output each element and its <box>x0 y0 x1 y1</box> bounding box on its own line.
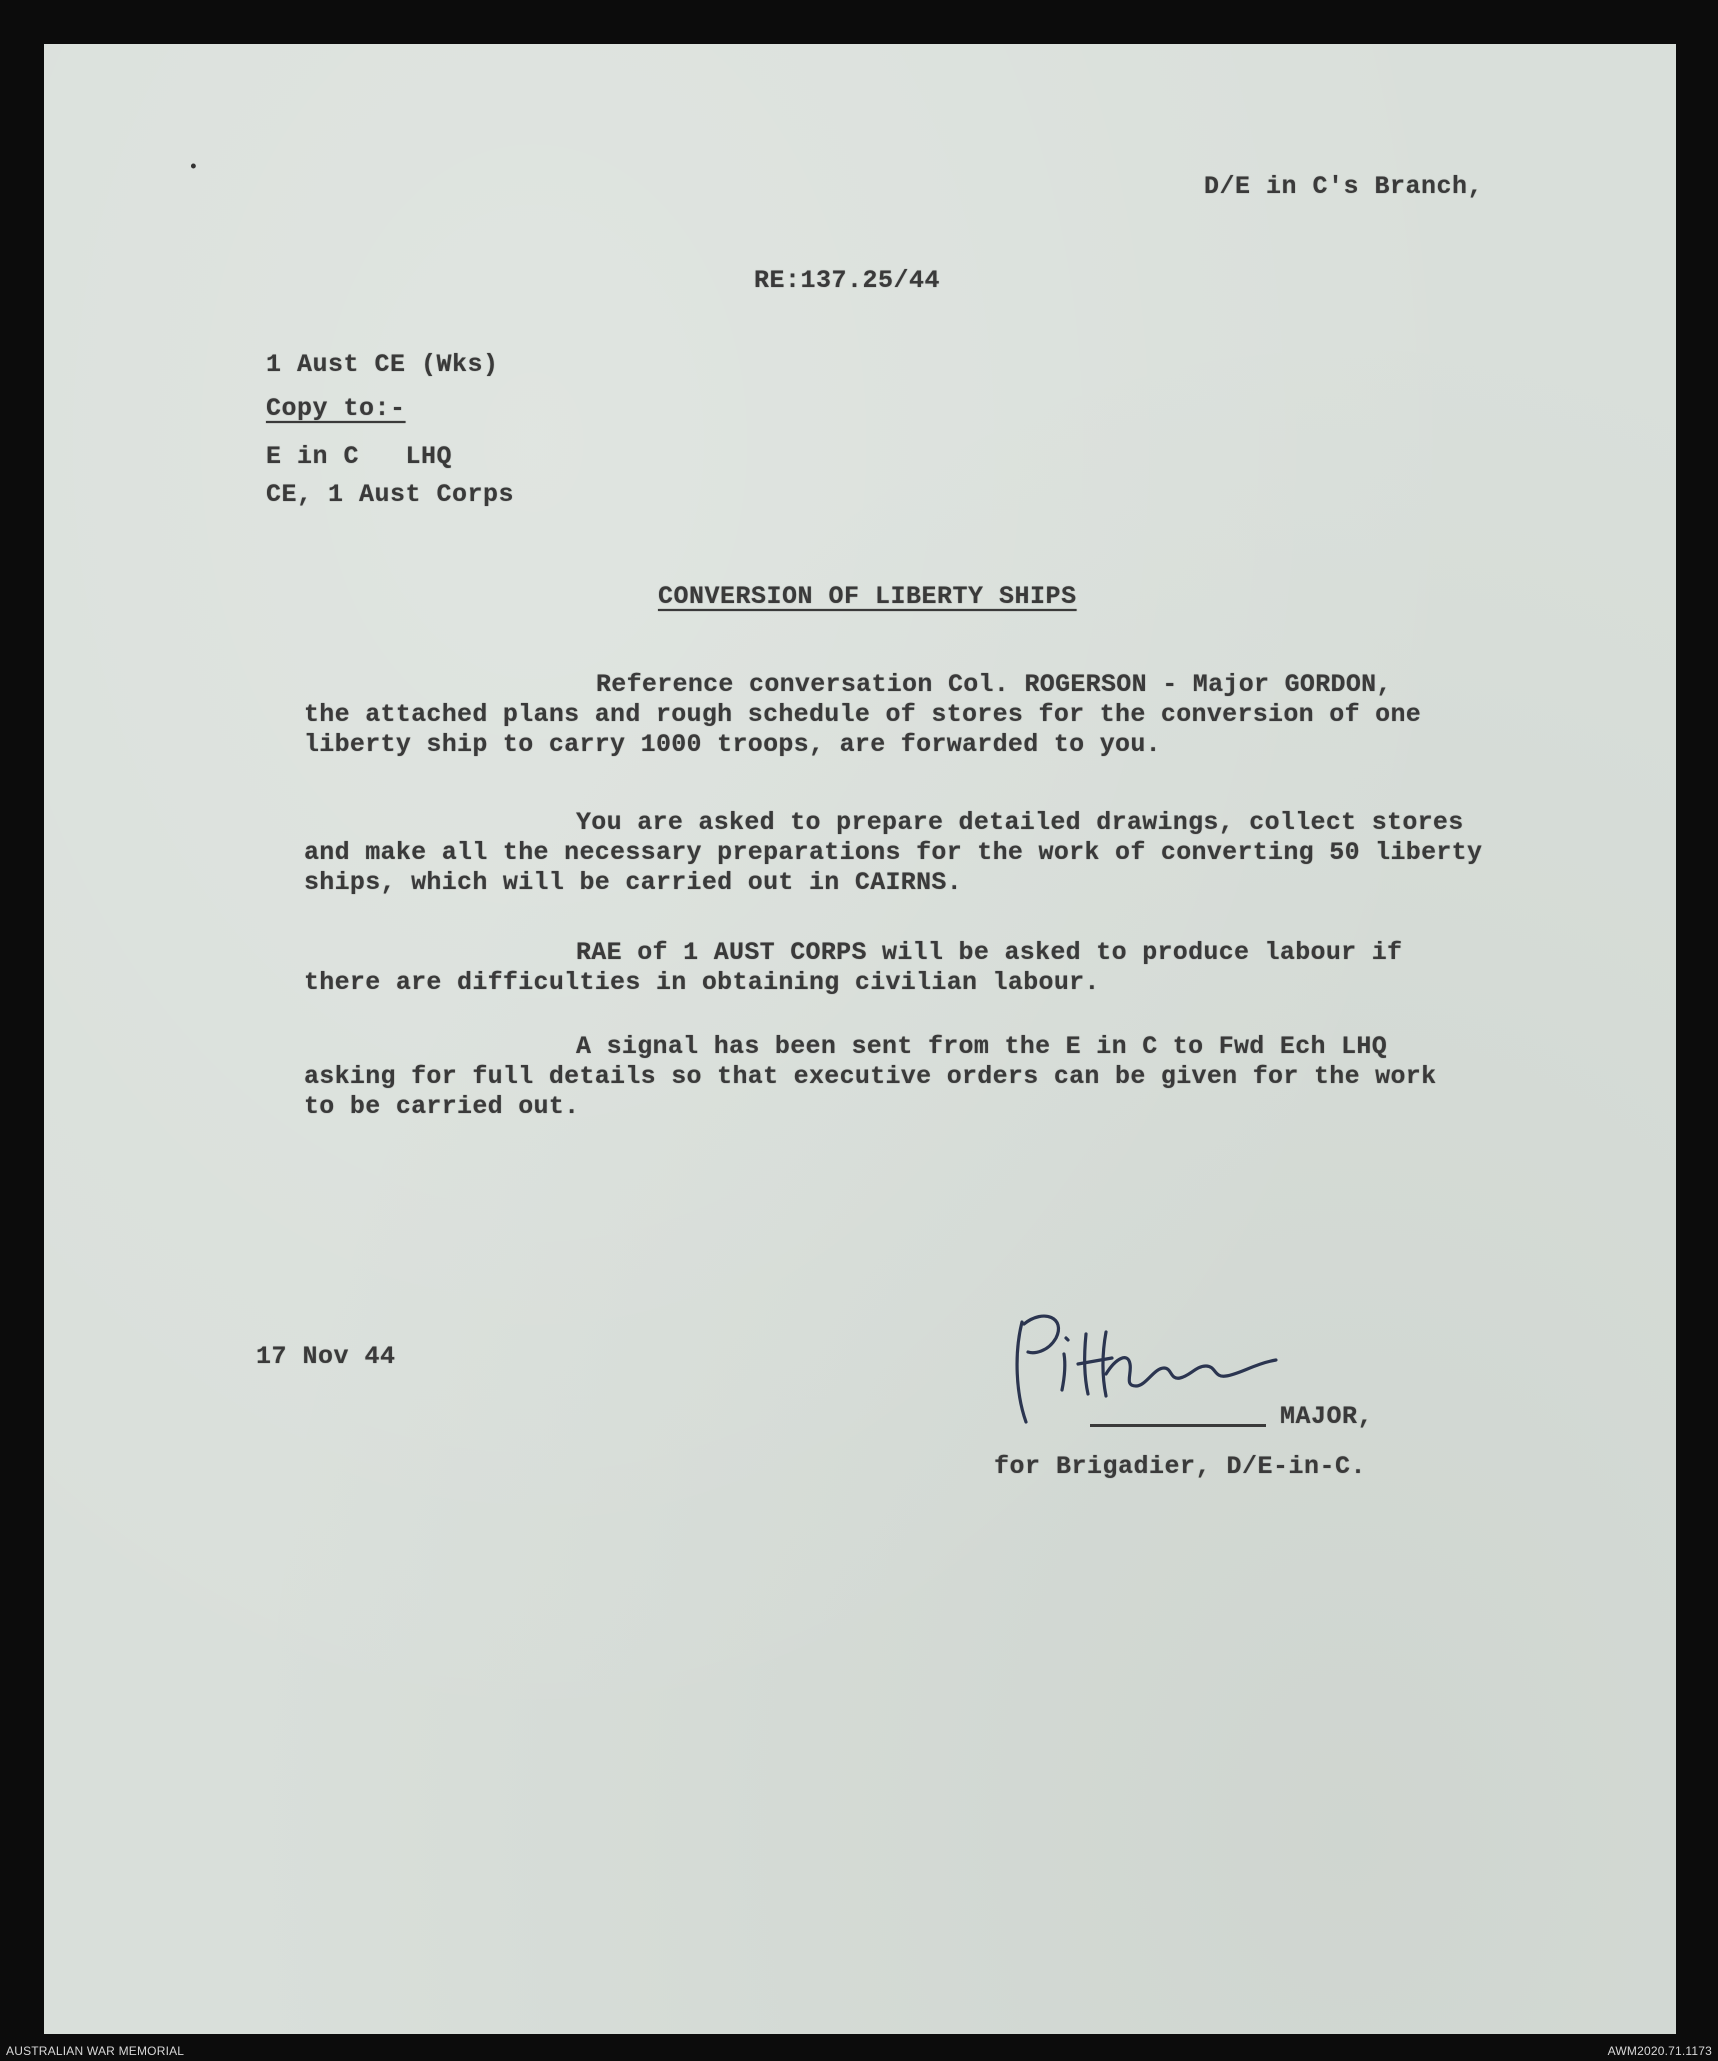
branch-heading: D/E in C's Branch, <box>1204 172 1484 201</box>
archive-footer-left: AUSTRALIAN WAR MEMORIAL <box>6 2044 185 2058</box>
paragraph-3 <box>304 938 1544 998</box>
paragraph-4-line-2: asking for full details so that executive orders can be given for the work <box>304 1062 1437 1091</box>
subject-heading: CONVERSION OF LIBERTY SHIPS <box>658 582 1077 611</box>
paragraph-2-line-1: You are asked to prepare detailed drawings, collect stores <box>576 808 1464 837</box>
paragraph-3-line-2: there are difficulties in obtaining civilian labour. <box>304 968 1100 997</box>
signatory-rank: MAJOR, <box>1280 1402 1374 1431</box>
handwritten-signature <box>1004 1294 1304 1434</box>
signature-line <box>1090 1424 1266 1427</box>
paragraph-3-line-1: RAE of 1 AUST CORPS will be asked to produce labour if <box>576 938 1403 967</box>
addressee-to: 1 Aust CE (Wks) <box>266 350 499 379</box>
copy-to-label: Copy to:- <box>266 394 406 423</box>
paragraph-2-line-2: and make all the necessary preparations for the work of converting 50 liberty <box>304 838 1483 867</box>
paper-mark: • <box>188 158 199 178</box>
copy-addressee-2: CE, 1 Aust Corps <box>266 480 515 509</box>
paragraph-1-line-2: the attached plans and rough schedule of stores for the conversion of one <box>304 700 1422 729</box>
letter-date: 17 Nov 44 <box>256 1342 396 1371</box>
paragraph-4-line-3: to be carried out. <box>304 1092 580 1121</box>
paragraph-2-line-3: ships, which will be carried out in CAIRNS. <box>304 868 963 897</box>
paragraph-4 <box>304 1032 1544 1122</box>
paragraph-1 <box>304 670 1544 760</box>
paragraph-2 <box>304 808 1544 898</box>
copy-addressee-1: E in C LHQ <box>266 442 453 471</box>
reference-number: RE:137.25/44 <box>754 266 941 295</box>
paragraph-1-line-1: Reference conversation Col. ROGERSON - Major GORDON, <box>596 670 1392 699</box>
signatory-for-line: for Brigadier, D/E-in-C. <box>994 1452 1367 1481</box>
archive-footer-right: AWM2020.71.1173 <box>1607 2044 1712 2058</box>
document-page <box>44 44 1676 2034</box>
paragraph-1-line-3: liberty ship to carry 1000 troops, are forwarded to you. <box>304 730 1161 759</box>
paragraph-4-line-1: A signal has been sent from the E in C to Fwd Ech LHQ <box>576 1032 1388 1061</box>
